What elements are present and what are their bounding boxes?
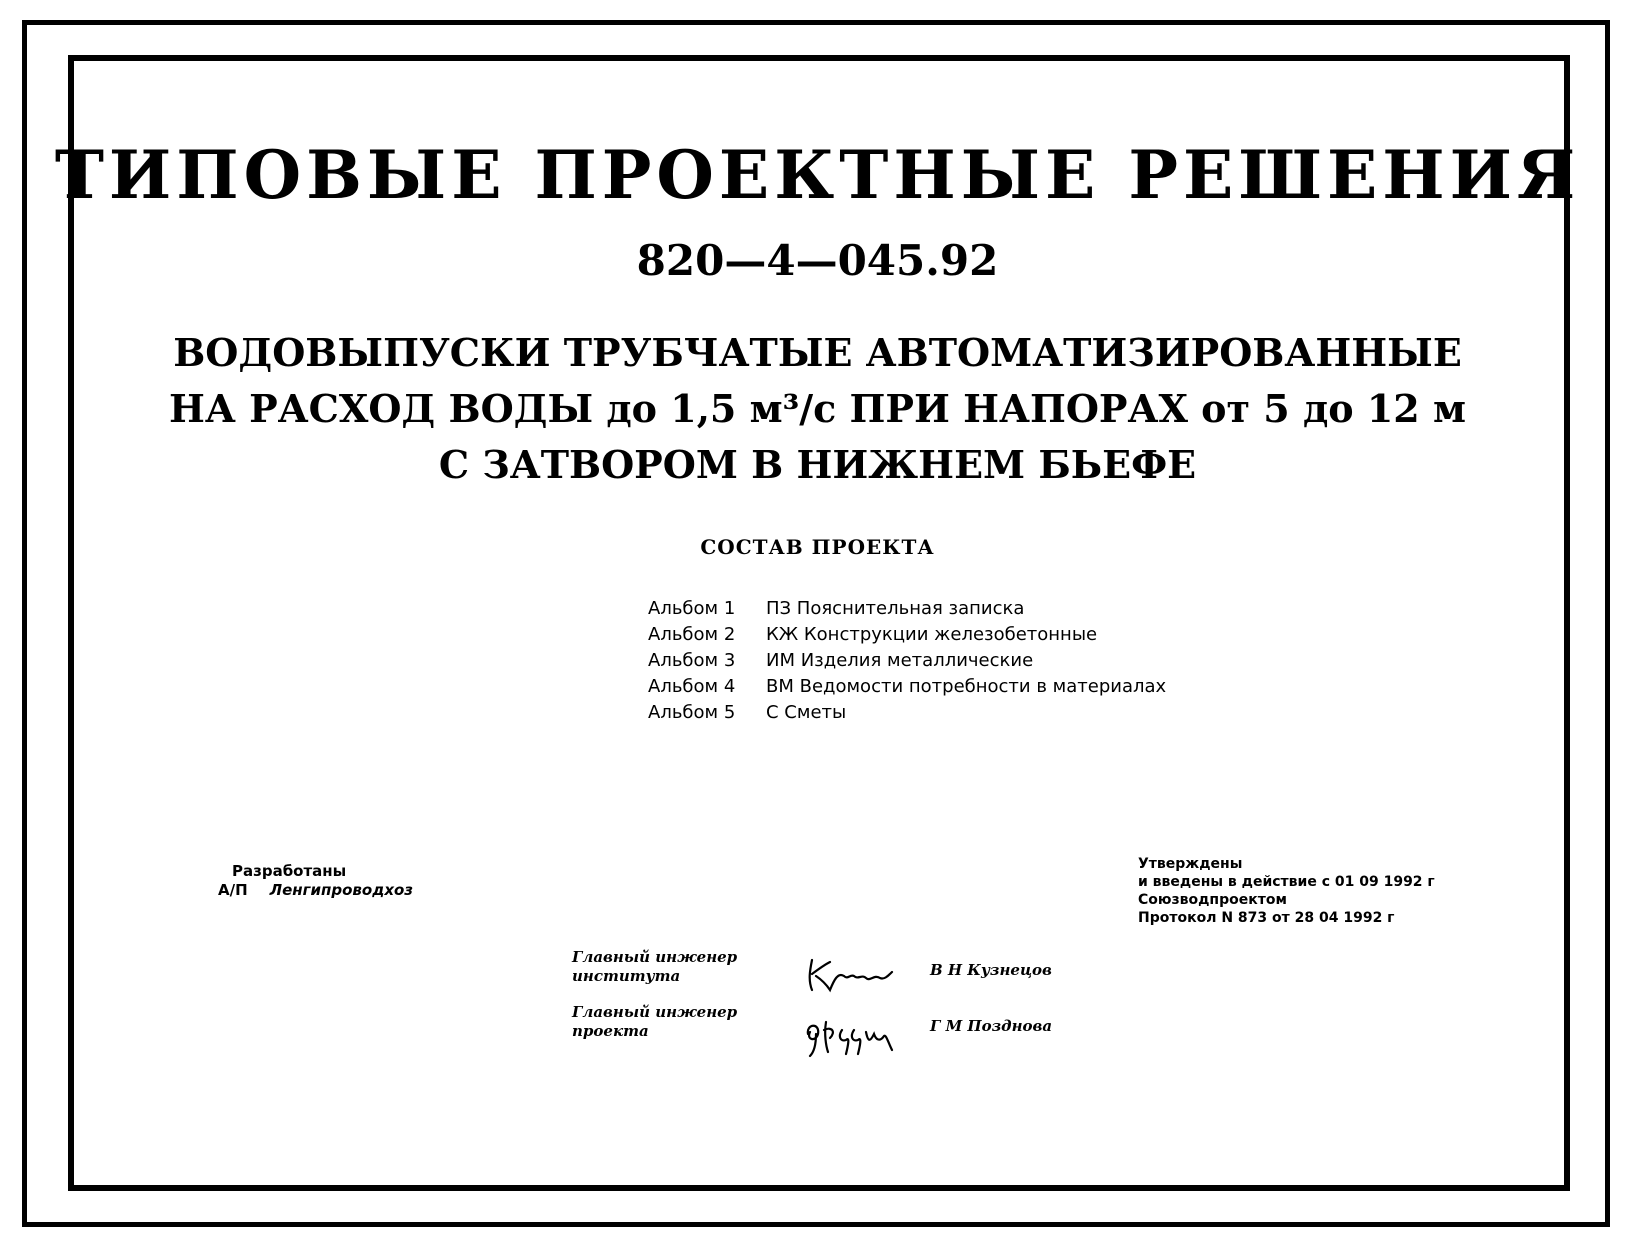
list-item — [648, 700, 1166, 726]
signatory-title-2 — [572, 1003, 737, 1041]
developer-org: Ленгипроводхоз — [269, 881, 414, 899]
approval-line-4: Протокол N 873 от 28 04 1992 г — [1138, 910, 1395, 926]
signatory-name-1: В Н Кузнецов — [930, 961, 1052, 979]
handwritten-signature-2 — [800, 1012, 900, 1060]
signatory-title-line: проекта — [572, 1022, 649, 1040]
approval-line-3: Союзводпроектом — [1138, 892, 1287, 908]
document-number: 820—4—045.92 — [636, 236, 999, 285]
album-list — [648, 596, 1166, 726]
album-number: Альбом 1 — [648, 598, 736, 619]
org-prefix: А/П — [218, 881, 248, 899]
list-item — [648, 622, 1166, 648]
developer-org-line — [218, 881, 413, 900]
document-title: ТИПОВЫЕ ПРОЕКТНЫЕ РЕШЕНИЯ — [54, 136, 1581, 214]
list-item — [648, 648, 1166, 674]
handwritten-signature-1 — [800, 950, 900, 998]
list-item — [648, 596, 1166, 622]
signatory-title-1 — [572, 948, 737, 986]
album-number: Альбом 2 — [648, 624, 736, 645]
approval-block — [1138, 855, 1435, 927]
album-title: КЖ Конструкции железобетонные — [766, 624, 1098, 645]
developer-block — [218, 862, 414, 900]
signatory-title-line: Главный инженер — [572, 948, 738, 966]
developed-label: Разработаны — [232, 862, 347, 880]
approval-line-1: Утверждены — [1138, 856, 1243, 872]
signatory-title-line: института — [572, 967, 681, 985]
album-title: ИМ Изделия металлические — [766, 650, 1034, 671]
signatory-name-2: Г М Позднова — [930, 1017, 1053, 1035]
signatory-title-line: Главный инженер — [572, 1003, 738, 1021]
list-item — [648, 674, 1166, 700]
album-number: Альбом 3 — [648, 650, 736, 671]
composition-title: СОСТАВ ПРОЕКТА — [700, 535, 935, 559]
album-title: С Сметы — [766, 702, 847, 723]
album-title: ПЗ Пояснительная записка — [766, 598, 1025, 619]
heading-line-2: НА РАСХОД ВОДЫ до 1,5 м³/с ПРИ НАПОРАХ от 5 до 12 м — [169, 386, 1466, 431]
heading-line-1: ВОДОВЫПУСКИ ТРУБЧАТЫЕ АВТОМАТИЗИРОВАННЫЕ — [173, 330, 1462, 375]
approval-line-2: и введены в действие с 01 09 1992 г — [1138, 874, 1435, 890]
album-number: Альбом 5 — [648, 702, 736, 723]
album-title: ВМ Ведомости потребности в материалах — [766, 676, 1167, 697]
heading-line-3: С ЗАТВОРОМ В НИЖНЕМ БЬЕФЕ — [438, 442, 1197, 487]
album-number: Альбом 4 — [648, 676, 736, 697]
